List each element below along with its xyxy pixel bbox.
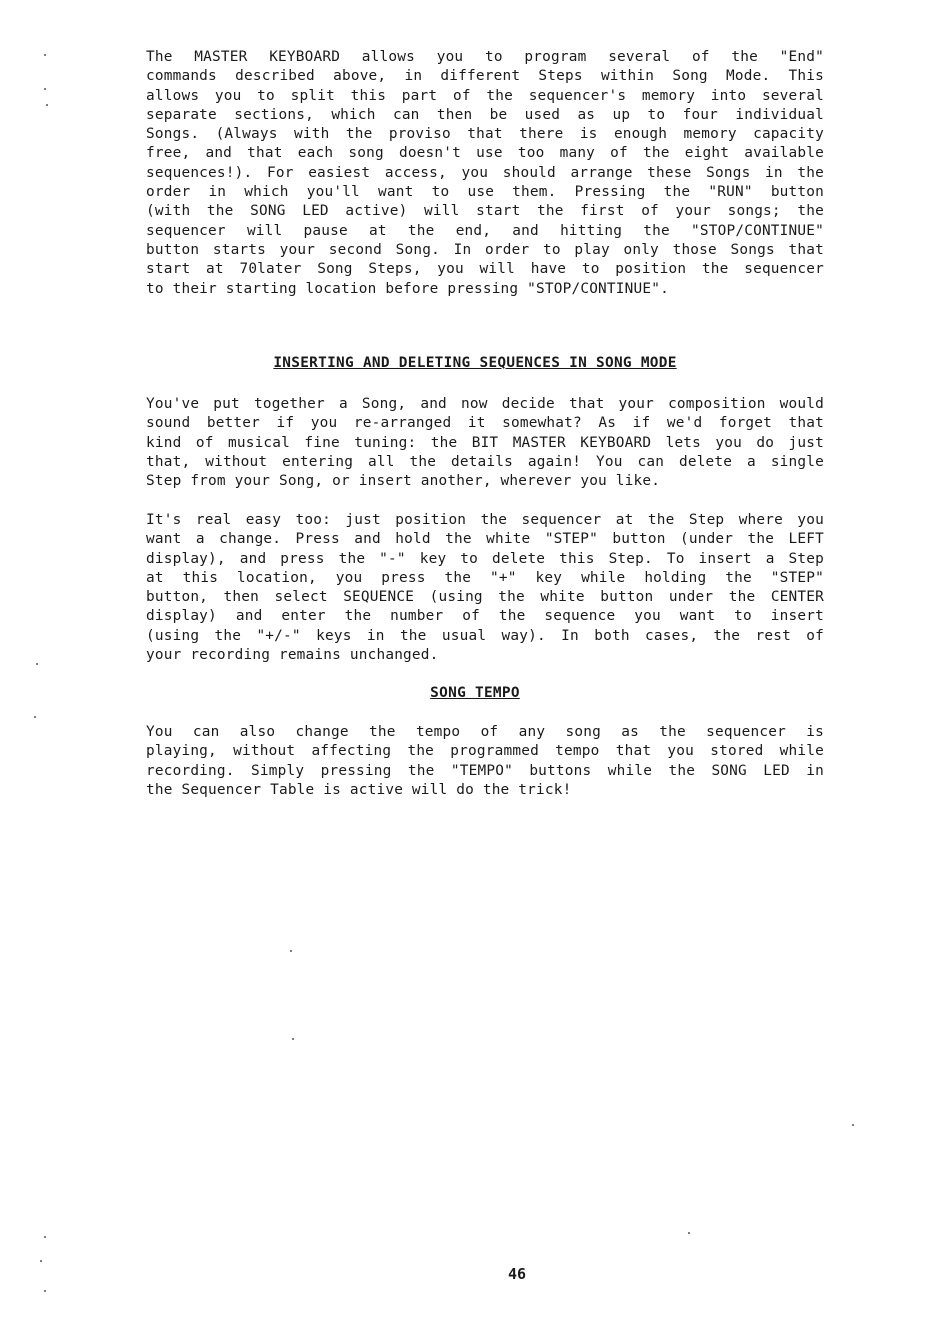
text-line: at this location, you press the "+" key while holding the "STEP"	[146, 569, 824, 586]
text-line: You've put together a Song, and now decide that your composition would	[146, 396, 824, 412]
text-line: want a change. Press and hold the white "STEP" button (under the LEFT	[146, 531, 824, 548]
text-line: display) and enter the number of the sequence you want to insert	[146, 608, 824, 625]
section-heading-song-tempo: SONG TEMPO	[430, 685, 520, 701]
paragraph-song-tempo	[146, 723, 824, 800]
text-line: Songs. (Always with the proviso that there is enough memory capacity	[146, 126, 824, 143]
scan-speck	[44, 54, 46, 56]
text-line: sound better if you re-arranged it somewhat? As if we'd forget that	[146, 415, 824, 432]
text-line: Step from your Song, or insert another, wherever you like.	[146, 473, 661, 490]
scan-speck	[292, 1038, 294, 1040]
scan-speck	[40, 1260, 42, 1262]
paragraph-rearrange-song	[146, 395, 824, 491]
paragraph-insert-delete-steps	[146, 511, 824, 665]
text-line: free, and that each song doesn't use too many of the eight available	[146, 145, 824, 162]
scan-speck	[290, 950, 292, 952]
text-line: display), and press the "-" key to delete this Step. To insert a Step	[146, 550, 824, 567]
scan-speck	[46, 104, 48, 106]
text-line: start at 70later Song Steps, you will have to position the sequencer	[146, 261, 824, 278]
section-heading-inserting-deleting: INSERTING AND DELETING SEQUENCES IN SONG MODE	[273, 355, 677, 371]
text-line: The MASTER KEYBOARD allows you to program several of the "End"	[146, 49, 824, 65]
text-line: the Sequencer Table is active will do the trick!	[146, 781, 572, 798]
scan-speck	[44, 1236, 46, 1238]
text-line: order in which you'll want to use them. Pressing the "RUN" button	[146, 184, 824, 201]
text-line: kind of musical fine tuning: the BIT MASTER KEYBOARD lets you do just	[146, 434, 824, 451]
text-line: You can also change the tempo of any song as the sequencer is	[146, 724, 824, 740]
text-line: allows you to split this part of the sequencer's memory into several	[146, 87, 824, 104]
text-line: button, then select SEQUENCE (using the white button under the CENTER	[146, 589, 824, 606]
text-line: commands described above, in different Steps within Song Mode. This	[146, 68, 824, 85]
text-line: recording. Simply pressing the "TEMPO" buttons while the SONG LED in	[146, 762, 824, 779]
scan-speck	[852, 1124, 854, 1126]
text-line: (using the "+/-" keys in the usual way). In both cases, the rest of	[146, 627, 824, 644]
text-line: your recording remains unchanged.	[146, 647, 439, 664]
text-line: button starts your second Song. In order to play only those Songs that	[146, 241, 824, 258]
paragraph-master-keyboard-end-commands	[146, 48, 824, 299]
text-line: playing, without affecting the programmed tempo that you stored while	[146, 743, 824, 760]
scan-speck	[44, 88, 46, 90]
text-line: sequences!). For easiest access, you should arrange these Songs in the	[146, 164, 824, 181]
text-line: separate sections, which can then be used as up to four individual	[146, 106, 824, 123]
text-line: (with the SONG LED active) will start the first of your songs; the	[146, 203, 824, 220]
scan-speck	[36, 663, 38, 665]
text-line: that, without entering all the details again! You can delete a single	[146, 453, 824, 470]
scan-speck	[34, 716, 36, 718]
scan-speck	[44, 1290, 46, 1292]
scan-speck	[688, 1232, 690, 1234]
page-number: 46	[507, 1265, 527, 1283]
text-line: It's real easy too: just position the sequencer at the Step where you	[146, 512, 824, 528]
text-line: sequencer will pause at the end, and hitting the "STOP/CONTINUE"	[146, 222, 824, 239]
text-line: to their starting location before pressing "STOP/CONTINUE".	[146, 280, 669, 297]
